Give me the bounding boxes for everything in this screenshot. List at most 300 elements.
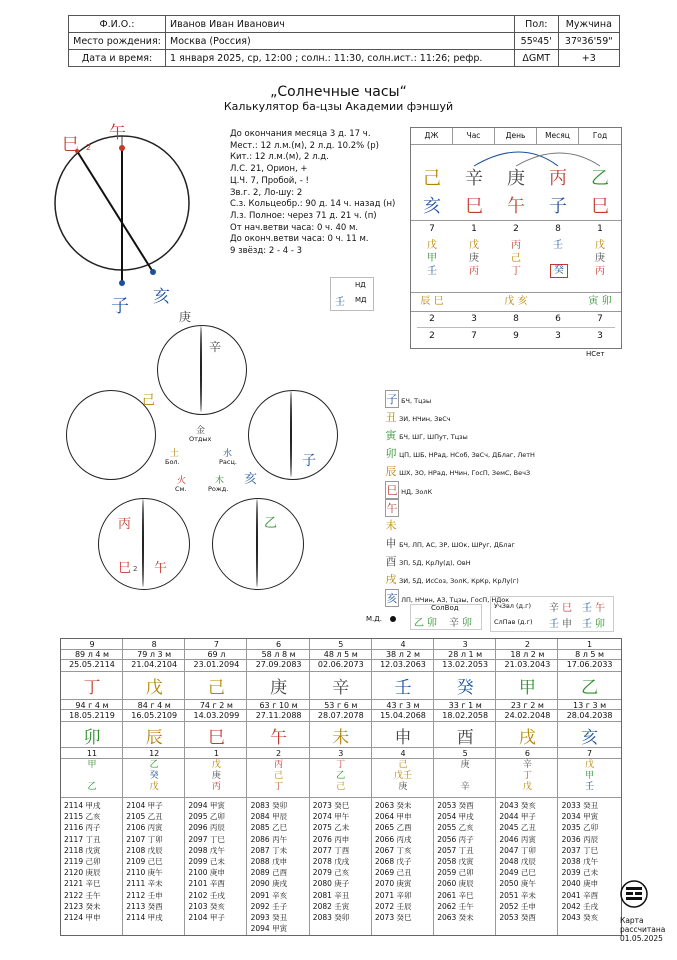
luck-year: 2073 癸巳 bbox=[375, 913, 412, 922]
luck-year: 2066 丙戌 bbox=[375, 834, 412, 844]
pillars-table bbox=[410, 127, 622, 349]
luck-year: 2104 甲子 bbox=[126, 801, 163, 810]
luck-cell: 27.09.2083 bbox=[255, 660, 302, 669]
luck-cell: 25.05.2114 bbox=[69, 660, 115, 669]
luck-year: 2101 辛酉 bbox=[188, 879, 225, 889]
luck-cell: 23.01.2094 bbox=[193, 660, 240, 669]
hidden-stem-boxed: 癸 bbox=[550, 264, 568, 278]
stem-month: 丙 bbox=[549, 168, 567, 189]
pillar-bottom-b: 9 bbox=[513, 331, 519, 341]
luck-year: 2114 甲戌 bbox=[64, 801, 101, 810]
pillar-bottom-a: 3 bbox=[471, 314, 477, 324]
gmt-label: ΔGMT bbox=[515, 50, 559, 67]
info-line: Л.С. 21, Орион, + bbox=[230, 164, 308, 175]
el-top: 庚 bbox=[179, 310, 192, 324]
luck-year: 2124 甲申 bbox=[64, 913, 101, 922]
luck-cell: 辰 bbox=[145, 728, 163, 748]
pillar-bottom-a: 6 bbox=[555, 314, 561, 324]
legend-item: 未 bbox=[385, 519, 397, 532]
luck-year: 2058 戊寅 bbox=[437, 857, 474, 866]
luck-divider bbox=[61, 699, 621, 700]
luck-cell: 1 bbox=[587, 640, 593, 649]
luck-column bbox=[123, 639, 185, 935]
luck-year: 2122 壬午 bbox=[64, 890, 101, 900]
uchzvl-label: УчЗвл (д.г) bbox=[494, 602, 532, 610]
luck-cell: 28.04.2038 bbox=[566, 711, 613, 720]
legend-item: 卯 ЦП, ШБ, НРад, НСоб, ЗвСч, ДБлаг, ЛетН bbox=[385, 447, 535, 460]
solvod-char: 卯 bbox=[462, 618, 472, 629]
luck-year: 2080 庚子 bbox=[312, 879, 350, 889]
circle-divider bbox=[142, 499, 144, 587]
luck-cell: 庚 bbox=[398, 782, 408, 792]
luck-year: 2042 壬戌 bbox=[561, 901, 599, 911]
luck-cell: 18 л 2 м bbox=[510, 650, 545, 659]
hidden-stem: 戊 bbox=[595, 240, 605, 251]
stem-day: 庚 bbox=[507, 168, 525, 189]
solvod-char: 辛 bbox=[449, 618, 459, 629]
luck-year: 2053 癸酉 bbox=[499, 913, 536, 922]
luck-year: 2044 甲子 bbox=[499, 812, 536, 822]
legend-item: 寅 БЧ, ШГ, ШПут, Тцзы bbox=[385, 429, 468, 442]
center-wood: 木 bbox=[215, 476, 225, 486]
luck-cell: 乙 bbox=[581, 678, 599, 698]
luck-cell: 28.07.2078 bbox=[317, 711, 364, 720]
luck-cell: 28 л 1 м bbox=[448, 650, 483, 659]
pillar-number: 1 bbox=[597, 224, 603, 234]
luck-year: 2119 己卯 bbox=[64, 857, 101, 866]
luck-cell: 丁 bbox=[522, 771, 532, 781]
luck-divider bbox=[61, 659, 621, 660]
luck-cell: 14.03.2099 bbox=[193, 711, 240, 720]
luck-year: 2057 丁丑 bbox=[437, 845, 474, 855]
pillar-number: 8 bbox=[555, 224, 561, 234]
uchzvl-char: 壬 bbox=[582, 603, 592, 614]
luck-cell: 16.05.2109 bbox=[131, 711, 178, 720]
center-water: 水 bbox=[223, 449, 233, 459]
luck-cell: 戊壬 bbox=[393, 771, 412, 781]
luck-cell: 5 bbox=[338, 640, 344, 649]
luck-year: 2100 庚申 bbox=[188, 868, 225, 878]
clock-label-hai: 亥 bbox=[153, 287, 170, 307]
luck-cell: 4 bbox=[400, 640, 406, 649]
pillar-bottom-b: 2 bbox=[429, 331, 435, 341]
info-line: Зв.г. 2, Ло-шу: 2 bbox=[230, 187, 303, 198]
luck-cell: 未 bbox=[332, 728, 350, 748]
luck-divider bbox=[61, 721, 621, 722]
solvod-label: СолВод bbox=[431, 604, 459, 612]
luck-year: 2086 丙午 bbox=[250, 834, 288, 844]
luck-cell: 丙 bbox=[211, 782, 221, 792]
center-earth-label: Бол. bbox=[165, 458, 180, 466]
center-wood-label: Рожд. bbox=[208, 485, 229, 493]
luck-year: 2118 戊寅 bbox=[64, 845, 101, 855]
info-line: Мест.: 12 л.м.(м), 2 л.д. 10.2% (р) bbox=[230, 140, 379, 151]
info-line: Л.з. Полное: через 71 д. 21 ч. (п) bbox=[230, 210, 377, 221]
luck-cell: 己 bbox=[336, 782, 346, 792]
luck-divider bbox=[61, 709, 621, 710]
clock-dot-br bbox=[150, 269, 156, 275]
luck-year: 2094 甲寅 bbox=[188, 801, 225, 810]
circle-divider bbox=[256, 499, 258, 587]
luck-year: 2073 癸巳 bbox=[312, 801, 350, 810]
legend-item: 辰 ШХ, ЗО, НРад, НЧин, ГосП, ЗемС, ВечЗ bbox=[385, 465, 531, 478]
sex-label: Пол: bbox=[515, 16, 559, 33]
luck-year: 2108 戊辰 bbox=[126, 845, 163, 855]
luck-cell: 己 bbox=[274, 771, 284, 781]
luck-year: 2071 辛卯 bbox=[375, 890, 412, 900]
fio-value: Иванов Иван Иванович bbox=[166, 16, 515, 33]
info-line: С.з. Кольцеобр.: 90 д. 14 ч. назад (н) bbox=[230, 199, 396, 210]
pillar-bottom-b: 3 bbox=[597, 331, 603, 341]
luck-year: 2112 壬申 bbox=[126, 890, 163, 900]
luck-cell: 3 bbox=[462, 640, 468, 649]
clock-label-si: 巳 bbox=[62, 135, 79, 155]
luck-year: 2033 癸丑 bbox=[561, 801, 599, 810]
hidden-stem: 丙 bbox=[511, 240, 521, 251]
hidden-stem: 丙 bbox=[595, 266, 605, 277]
luck-cell: 8 bbox=[151, 640, 157, 649]
luck-cell: 3 bbox=[338, 749, 344, 758]
luck-year: 2102 壬戌 bbox=[188, 890, 225, 900]
branch-dj: 亥 bbox=[423, 196, 441, 217]
clock-dot-bottom bbox=[119, 280, 125, 286]
luck-year: 2099 己未 bbox=[188, 857, 225, 866]
luck-cell: 6 bbox=[524, 749, 530, 758]
luck-year: 2123 癸未 bbox=[64, 901, 101, 911]
luck-year: 2110 庚午 bbox=[126, 868, 163, 878]
nset-label: НСет bbox=[586, 350, 605, 358]
luck-year: 2097 丁巳 bbox=[188, 834, 225, 844]
luck-cell: 庚 bbox=[211, 771, 221, 781]
luck-cell: 辛 bbox=[522, 760, 532, 770]
luck-cell: 02.06.2073 bbox=[317, 660, 364, 669]
luck-cell: 戊 bbox=[145, 678, 163, 698]
luck-cell: 63 г 10 м bbox=[259, 701, 298, 710]
el-left: 己 bbox=[142, 393, 156, 408]
luck-cell: 戊 bbox=[149, 782, 159, 792]
luck-cell: 7 bbox=[587, 749, 593, 758]
hidden-stem: 戊 bbox=[427, 240, 437, 251]
luck-year: 2038 戊午 bbox=[561, 857, 599, 866]
luck-cell: 巳 bbox=[207, 728, 225, 748]
luck-cell: 庚 bbox=[460, 760, 470, 770]
luck-cell: 酉 bbox=[456, 728, 474, 748]
luck-year: 2116 丙子 bbox=[64, 823, 101, 833]
datetime-value: 1 января 2025, ср, 12:00 ; солн.: 11:30, солн.ист.: 11:26; рефр. bbox=[166, 50, 515, 67]
luck-cell: 甲 bbox=[585, 771, 595, 781]
el-right-inner: 子 bbox=[302, 453, 316, 469]
branch-month: 子 bbox=[549, 196, 567, 217]
luck-year: 2063 癸未 bbox=[437, 913, 474, 922]
pillar-header: Год bbox=[592, 131, 608, 140]
branch-hour: 巳 bbox=[465, 196, 483, 217]
luck-year: 2106 丙寅 bbox=[126, 823, 163, 833]
luck-year: 2050 庚午 bbox=[499, 879, 536, 889]
luck-year: 2060 庚辰 bbox=[437, 879, 474, 889]
element-circle-water bbox=[248, 390, 338, 480]
nd-label: НД bbox=[355, 281, 366, 289]
legend-item: 午 bbox=[385, 499, 399, 517]
academy-logo-icon bbox=[620, 880, 648, 908]
legend-item: 巳 НД, ЗолК bbox=[385, 481, 432, 499]
el-bl-left: 丙 bbox=[118, 517, 132, 532]
pillar-header: Месяц bbox=[537, 128, 579, 144]
hidden-stem: 庚 bbox=[595, 253, 605, 264]
luck-year: 2043 癸亥 bbox=[561, 913, 599, 922]
uchzvl-char: 午 bbox=[595, 603, 605, 614]
luck-year: 2083 癸卯 bbox=[250, 801, 288, 810]
luck-cell: 94 г 4 м bbox=[75, 701, 109, 710]
page-subtitle: Калькулятор ба-цзы Академии фэншуй bbox=[223, 100, 454, 113]
legend-item: 申 БЧ, ЛП, АС, ЗР, ШОк, ШРуг, ДБлаг bbox=[385, 537, 515, 550]
luck-column bbox=[559, 639, 621, 935]
luck-cell: 壬 bbox=[394, 678, 412, 698]
luck-year: 2034 甲寅 bbox=[561, 812, 599, 822]
luck-year: 2096 丙辰 bbox=[188, 823, 225, 833]
element-circle-wood bbox=[212, 498, 304, 590]
luck-year: 2061 辛巳 bbox=[437, 890, 474, 900]
legend-item: 戌 ЗИ, 5Д, ИсСоз, ЗолК, КрКр, КрЛу(г) bbox=[385, 573, 519, 586]
luck-year: 2052 壬申 bbox=[499, 901, 536, 911]
luck-year: 2120 庚辰 bbox=[64, 868, 101, 878]
luck-year: 2039 己未 bbox=[561, 868, 599, 878]
birthplace-label: Место рождения: bbox=[69, 33, 166, 50]
luck-cell: 17.06.2033 bbox=[566, 660, 613, 669]
luck-year: 2054 甲戌 bbox=[437, 812, 474, 822]
datetime-label: Дата и время: bbox=[69, 50, 166, 67]
luck-year: 2109 己巳 bbox=[126, 857, 163, 866]
luck-year: 2117 丁丑 bbox=[64, 834, 101, 844]
center-earth: 土 bbox=[170, 449, 180, 459]
luck-cell: 癸 bbox=[456, 678, 474, 698]
luck-year: 2064 甲申 bbox=[375, 812, 412, 822]
luck-cell: 33 г 1 м bbox=[448, 701, 482, 710]
hidden-stem: 丙 bbox=[469, 266, 479, 277]
info-line: Ц.Ч. 7, Пробой, - ! bbox=[230, 175, 309, 186]
pillar-row2: 戊 亥 bbox=[504, 296, 528, 307]
luck-year: 2056 丙子 bbox=[437, 834, 474, 844]
hidden-stem: 壬 bbox=[553, 240, 563, 251]
stem-hour: 辛 bbox=[465, 168, 483, 189]
el-bl-bottom: 巳 bbox=[118, 561, 132, 576]
circle-divider bbox=[290, 391, 292, 477]
luck-year: 2103 癸亥 bbox=[188, 901, 225, 911]
luck-cell: 48 л 5 м bbox=[323, 650, 358, 659]
stem-year: 乙 bbox=[591, 168, 609, 189]
center-water-label: Расц. bbox=[219, 458, 237, 466]
luck-cell: 84 г 4 м bbox=[137, 701, 171, 710]
luck-year: 2121 辛巳 bbox=[64, 879, 101, 889]
luck-cell: 23 г 2 м bbox=[510, 701, 544, 710]
solvod-char: 卯 bbox=[427, 618, 437, 629]
luck-cell: 89 л 4 м bbox=[74, 650, 110, 659]
luck-cell: 9 bbox=[89, 640, 95, 649]
luck-year: 2091 辛亥 bbox=[250, 890, 288, 900]
legend-item: 亥 ЛП, НЧин, АЗ, Тцзы, ГосП, НДок bbox=[385, 589, 509, 607]
luck-year: 2036 丙辰 bbox=[561, 834, 599, 844]
luck-cell: 53 г 6 м bbox=[324, 701, 358, 710]
solvod-char: 乙 bbox=[414, 618, 424, 629]
luck-cell: 24.02.2048 bbox=[504, 711, 551, 720]
luck-cell: 2 bbox=[276, 749, 282, 758]
luck-year: 2076 丙申 bbox=[312, 834, 350, 844]
luck-cell: 13.02.2053 bbox=[442, 660, 489, 669]
info-line: До оконч.ветви часа: 0 ч. 11 м. bbox=[230, 234, 369, 245]
pillar-header: ДЖ bbox=[411, 128, 453, 144]
luck-cell: 7 bbox=[213, 640, 219, 649]
luck-divider bbox=[61, 671, 621, 672]
luck-year: 2069 己丑 bbox=[375, 868, 412, 878]
luck-cell: 18.05.2119 bbox=[69, 711, 115, 720]
luck-column bbox=[496, 639, 558, 935]
luck-cell: 38 л 2 м bbox=[385, 650, 421, 659]
solvod-box bbox=[410, 604, 482, 630]
luck-year: 2094 甲寅 bbox=[250, 924, 288, 934]
luck-year: 2113 癸酉 bbox=[126, 901, 163, 911]
luck-year: 2070 庚寅 bbox=[375, 879, 412, 889]
luck-cell: 74 г 2 м bbox=[199, 701, 233, 710]
luck-year: 2111 辛未 bbox=[126, 879, 163, 889]
luck-year: 2088 戊申 bbox=[250, 857, 288, 866]
luck-cell: 丁 bbox=[274, 782, 284, 792]
luck-year: 2037 丁巳 bbox=[561, 845, 599, 855]
el-br-inner: 乙 bbox=[264, 516, 278, 531]
luck-year: 2072 壬辰 bbox=[375, 901, 412, 911]
slpav-char: 申 bbox=[562, 619, 572, 630]
luck-year: 2092 壬子 bbox=[250, 901, 288, 911]
branch-year: 巳 bbox=[591, 196, 609, 217]
luck-cell: 6 bbox=[276, 640, 282, 649]
luck-divider bbox=[61, 747, 621, 748]
clock-dot-top bbox=[119, 145, 125, 151]
luck-year: 2062 壬午 bbox=[437, 901, 474, 911]
page-title: „Солнечные часы“ bbox=[270, 84, 407, 100]
luck-year: 2051 辛未 bbox=[499, 890, 536, 900]
el-bl-sub: 2 bbox=[133, 565, 138, 573]
luck-cell: 辛 bbox=[332, 678, 350, 698]
info-line: Кит.: 12 л.м.(м), 2 л.д. bbox=[230, 152, 329, 163]
luck-year: 2115 乙亥 bbox=[64, 812, 101, 822]
info-line: 9 звёзд: 2 - 4 - 3 bbox=[230, 246, 302, 257]
luck-year: 2074 甲午 bbox=[312, 812, 350, 822]
pillar-number: 1 bbox=[471, 224, 477, 234]
luck-year: 2098 戊午 bbox=[188, 845, 225, 855]
luck-cell: 甲 bbox=[518, 678, 536, 698]
pillar-bottom-a: 8 bbox=[513, 314, 519, 324]
clock-hand bbox=[77, 151, 153, 272]
luck-column bbox=[434, 639, 496, 935]
luck-year: 2083 癸卯 bbox=[312, 913, 350, 922]
legend-item: 丑 ЗИ, НЧин, ЗвСч bbox=[385, 411, 451, 424]
uchzvl-char: 辛 bbox=[549, 603, 559, 614]
luck-cell: 卯 bbox=[83, 728, 101, 748]
luck-year: 2107 丁卯 bbox=[126, 834, 163, 844]
luck-year: 2047 丁卯 bbox=[499, 845, 536, 855]
pillar-row2: 寅 卯 bbox=[588, 296, 612, 307]
luck-cell: 戌 bbox=[518, 728, 536, 748]
luck-year: 2059 己卯 bbox=[437, 868, 474, 878]
luck-column bbox=[310, 639, 372, 935]
luck-year: 2084 甲辰 bbox=[250, 812, 288, 822]
el-hai: 亥 bbox=[244, 472, 258, 487]
luck-year: 2114 甲戌 bbox=[126, 913, 163, 922]
center-metal-label: Отдых bbox=[189, 435, 212, 443]
luck-year: 2055 乙亥 bbox=[437, 823, 474, 833]
luck-year: 2053 癸酉 bbox=[437, 801, 474, 810]
pillar-row2: 辰 巳 bbox=[420, 296, 444, 307]
pillar-bottom-b: 7 bbox=[471, 331, 477, 341]
element-circle-fire bbox=[98, 498, 190, 590]
md-dot-icon bbox=[390, 616, 396, 622]
pillar-bottom-a: 7 bbox=[597, 314, 603, 324]
luck-year: 2105 乙丑 bbox=[126, 812, 163, 822]
luck-year: 2089 己酉 bbox=[250, 868, 288, 878]
luck-cell: 69 л bbox=[207, 650, 226, 659]
luck-divider bbox=[61, 797, 621, 798]
luck-cell: 甲 bbox=[87, 760, 97, 770]
luck-cell: 乙 bbox=[87, 782, 97, 792]
clock-label-si-sub: 2 bbox=[86, 143, 92, 152]
luck-cell: 丙 bbox=[274, 760, 284, 770]
luck-cell: 13 г 3 м bbox=[573, 701, 607, 710]
luck-year: 2049 己巳 bbox=[499, 868, 536, 878]
slpav-char: 壬 bbox=[549, 619, 559, 630]
hidden-stem: 己 bbox=[511, 253, 521, 264]
luck-cell: 18.02.2058 bbox=[442, 711, 489, 720]
luck-cell: 58 л 8 м bbox=[261, 650, 296, 659]
center-metal: 金 bbox=[196, 426, 206, 436]
luck-year: 2104 甲子 bbox=[188, 913, 225, 922]
center-fire: 火 bbox=[177, 476, 187, 486]
luck-year: 2078 戊戌 bbox=[312, 857, 350, 866]
luck-cell: 12.03.2063 bbox=[380, 660, 426, 669]
luck-cell: 辛 bbox=[460, 782, 470, 792]
birthplace-value: Москва (Россия) bbox=[166, 33, 515, 50]
uchzvl-box bbox=[490, 596, 614, 632]
luck-year: 2041 辛酉 bbox=[561, 890, 599, 900]
luck-year: 2045 乙丑 bbox=[499, 823, 536, 833]
luck-cell: 5 bbox=[462, 749, 468, 758]
luck-divider bbox=[61, 649, 621, 650]
pillar-bottom-a: 2 bbox=[429, 314, 435, 324]
luck-year: 2085 乙巳 bbox=[250, 823, 288, 833]
luck-cell: 戊 bbox=[522, 782, 532, 792]
luck-year: 2087 丁未 bbox=[250, 845, 288, 855]
luck-year: 2063 癸未 bbox=[375, 801, 412, 810]
luck-cell: 己 bbox=[398, 760, 408, 770]
luck-cell: 2 bbox=[524, 640, 530, 649]
el-bl-right: 午 bbox=[154, 561, 168, 576]
stem-dj: 己 bbox=[423, 168, 441, 189]
md-char: 壬 bbox=[335, 297, 345, 308]
luck-year: 2035 乙卯 bbox=[561, 823, 599, 833]
pillar-number: 2 bbox=[513, 224, 519, 234]
luck-year: 2082 壬寅 bbox=[312, 901, 350, 911]
gmt-value: +3 bbox=[558, 50, 619, 67]
luck-year: 2081 辛丑 bbox=[312, 890, 350, 900]
luck-column bbox=[61, 639, 123, 935]
luck-cell: 11 bbox=[86, 749, 98, 758]
luck-year: 2040 庚申 bbox=[561, 879, 599, 889]
luck-year: 2043 癸亥 bbox=[499, 801, 536, 810]
luck-cell: 戊 bbox=[211, 760, 221, 770]
info-line: До окончания месяца 3 д. 17 ч. bbox=[230, 129, 371, 139]
luck-year: 2065 乙酉 bbox=[375, 823, 412, 833]
slpav-char: 卯 bbox=[595, 619, 605, 630]
footer-note bbox=[620, 916, 665, 943]
luck-cell: 21.04.2104 bbox=[131, 660, 178, 669]
luck-year: 2046 丙寅 bbox=[499, 834, 536, 844]
